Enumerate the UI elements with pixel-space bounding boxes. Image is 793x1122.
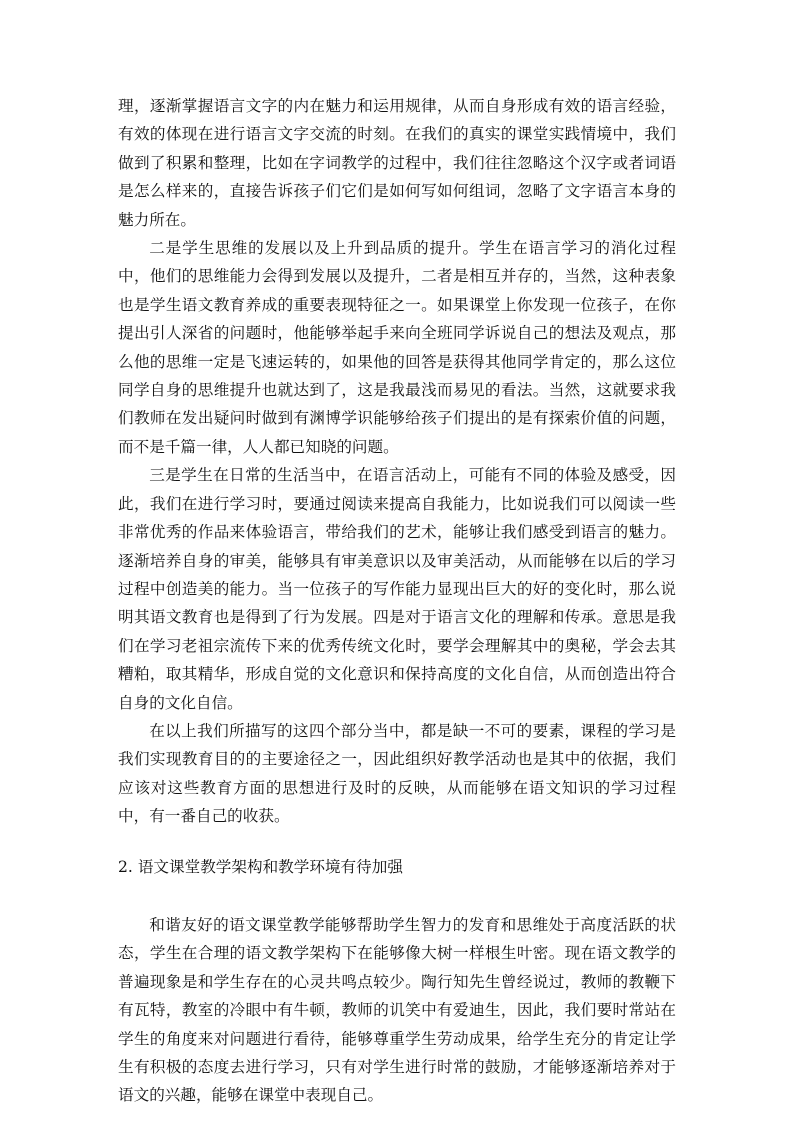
paragraph-5: 和谐友好的语文课堂教学能够帮助学生智力的发育和思维处于高度活跃的状态，学生在合理的语文教学架构下在能够像大树一样根生叶密。现在语文教学的普遍现象是和学生存在的心灵共鸣点较少。陶行知先生曾经说过，教师的教鞭下有瓦特，教室的冷眼中有牛顿，教师的讥笑中有爱迪生，因此，我们要时常站在学生的角度来对问题进行看待，能够尊重学生劳动成果，给学生充分的肯定让学生有积极的态度去进行学习，只有对学生进行时常的鼓励，才能够逐渐培养对于语文的兴趣，能够在课堂中表现自己。: [118, 915, 676, 1105]
document-page: [118, 92, 676, 1110]
paragraph-1: 理，逐渐掌握语言文字的内在魅力和运用规律，从而自身形成有效的语言经验，有效的体现在进行语言文字交流的时刻。在我们的真实的课堂实践情境中，我们做到了积累和整理，比如在字词教学的过程中，我们往往忽略这个汉字或者词语是怎么样来的，直接告诉孩子们它们是如何写如何组词，忽略了文字语言本身的魅力所在。: [118, 97, 676, 229]
section-heading: 2. 语文课堂教学架构和教学环境有待加强: [118, 857, 403, 876]
paragraph-4: 在以上我们所描写的这四个部分当中，都是缺一不可的要素，课程的学习是我们实现教育目的的主要途径之一，因此组织好教学活动也是其中的依据，我们应该对这些教育方面的思想进行及时的反映，从而能够在语文知识的学习过程中，有一番自己的收获。: [118, 721, 676, 826]
paragraph-2: 二是学生思维的发展以及上升到品质的提升。学生在语言学习的消化过程中，他们的思维能力会得到发展以及提升，二者是相互并存的，当然，这种表象也是学生语文教育养成的重要表现特征之一。如果课堂上你发现一位孩子，在你提出引人深省的问题时，他能够举起手来向全班同学诉说自己的想法及观点，那么他的思维一定是飞速运转的，如果他的回答是获得其他同学肯定的，那么这位同学自身的思维提升也就达到了，这是我最浅而易见的看法。当然，这就要求我们教师在发出疑问时做到有渊博学识能够给孩子们提出的是有探索价值的问题，而不是千篇一律，人人都已知晓的问题。: [118, 239, 676, 456]
paragraph-3: 三是学生在日常的生活当中，在语言活动上，可能有不同的体验及感受，因此，我们在进行学习时，要通过阅读来提高自我能力，比如说我们可以阅读一些非常优秀的作品来体验语言，带给我们的艺术，能够让我们感受到语言的魅力。逐渐培养自身的审美，能够具有审美意识以及审美活动，从而能够在以后的学习过程中创造美的能力。当一位孩子的写作能力显现出巨大的好的变化时，那么说明其语文教育也是得到了行为发展。四是对于语言文化的理解和传承。意思是我们在学习老祖宗流传下来的优秀传统文化时，要学会理解其中的奥秘，学会去其糟粕，取其精华，形成自觉的文化意识和保持高度的文化自信，从而创造出符合自身的文化自信。: [118, 466, 676, 712]
